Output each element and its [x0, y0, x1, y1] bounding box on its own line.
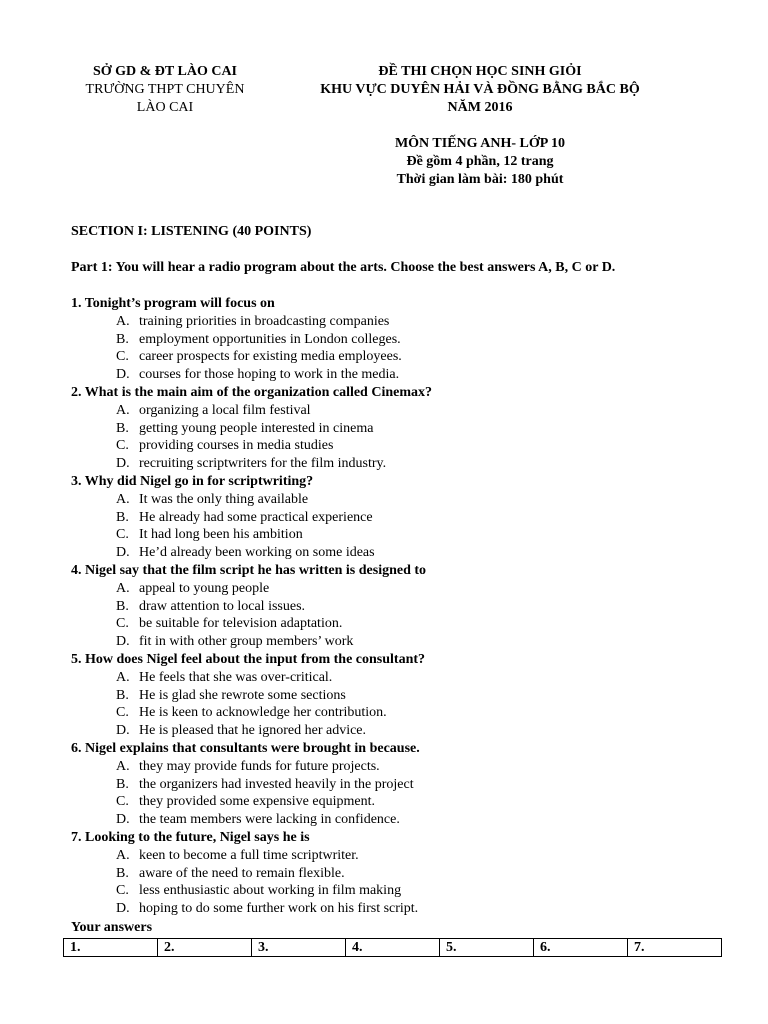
option-text: organizing a local film festival — [139, 402, 311, 418]
option-text: He already had some practical experience — [139, 509, 373, 525]
answer-option — [71, 366, 731, 384]
answer-option — [71, 900, 731, 918]
option-letter: B. — [116, 420, 129, 436]
option-text: be suitable for television adaptation. — [139, 616, 343, 632]
section-title: SECTION I: LISTENING (40 POINTS) — [71, 224, 312, 239]
answer-option — [71, 331, 731, 349]
answer-option — [71, 402, 731, 420]
answer-option — [71, 704, 731, 722]
exam-subheader — [290, 135, 670, 189]
option-letter: A. — [116, 847, 130, 863]
option-letter: B. — [116, 331, 129, 347]
answers-label: Your answers — [71, 920, 153, 935]
answer-option — [71, 847, 731, 865]
exam-time: Thời gian làm bài: 180 phút — [396, 172, 564, 187]
answer-option — [71, 313, 731, 331]
option-letter: C. — [116, 883, 129, 899]
answer-option — [71, 491, 731, 509]
option-letter: D. — [116, 545, 130, 561]
school-header-line-1: SỞ GD & ĐT LÀO CAI — [92, 64, 238, 79]
answer-option — [71, 420, 731, 438]
option-letter: D. — [116, 456, 130, 472]
option-text: they may provide funds for future projects. — [139, 758, 380, 774]
option-letter: A. — [116, 758, 130, 774]
option-text: recruiting scriptwriters for the film industry. — [139, 456, 387, 472]
exam-subject: MÔN TIẾNG ANH- LỚP 10 — [394, 136, 566, 151]
option-letter: C. — [116, 616, 129, 632]
answer-option — [71, 509, 731, 527]
answer-option — [71, 615, 731, 633]
answer-option — [71, 865, 731, 883]
option-letter: B. — [116, 687, 129, 703]
option-letter: B. — [116, 776, 129, 792]
option-letter: C. — [116, 794, 129, 810]
option-text: less enthusiastic about working in film making — [139, 883, 402, 899]
answer-option — [71, 526, 731, 544]
option-text: providing courses in media studies — [139, 438, 334, 454]
question-text: 6. Nigel explains that consultants were brought in because. — [71, 740, 420, 756]
question-list — [71, 295, 731, 918]
option-letter: B. — [116, 509, 129, 525]
question-text: 5. How does Nigel feel about the input from the consultant? — [71, 651, 426, 667]
option-text: employment opportunities in London colleges. — [139, 331, 401, 347]
answer-option — [71, 776, 731, 794]
option-letter: D. — [116, 812, 130, 828]
answer-option — [71, 580, 731, 598]
option-text: they provided some expensive equipment. — [139, 794, 375, 810]
question-text: 3. Why did Nigel go in for scriptwriting? — [71, 473, 314, 489]
part-title: Part 1: You will hear a radio program about the arts. Choose the best answers A, B, C or D. — [71, 260, 616, 275]
question-text: 1. Tonight’s program will focus on — [71, 296, 275, 311]
exam-title: ĐỀ THI CHỌN HỌC SINH GIỎI — [378, 64, 582, 79]
option-text: draw attention to local issues. — [139, 598, 306, 614]
answer-option — [71, 455, 731, 473]
option-text: It had long been his ambition — [139, 527, 303, 543]
school-header-line-3: LÀO CAI — [136, 100, 194, 115]
option-text: the organizers had invested heavily in the project — [139, 776, 414, 792]
answer-cell[interactable]: 3. — [252, 939, 346, 957]
option-letter: D. — [116, 634, 130, 650]
answer-option — [71, 722, 731, 740]
option-text: He is glad she rewrote some sections — [139, 687, 346, 703]
option-text: He’d already been working on some ideas — [139, 545, 375, 561]
school-header — [60, 63, 270, 117]
answer-option — [71, 811, 731, 829]
option-letter: A. — [116, 491, 130, 507]
option-text: He is keen to acknowledge her contribution. — [139, 705, 387, 721]
answer-option — [71, 544, 731, 562]
school-header-line-2: TRƯỜNG THPT CHUYÊN — [85, 82, 245, 97]
option-text: keen to become a full time scriptwriter. — [139, 847, 359, 863]
option-text: He feels that she was over-critical. — [139, 669, 333, 685]
option-letter: A. — [116, 313, 130, 329]
option-letter: B. — [116, 598, 129, 614]
option-letter: D. — [116, 723, 130, 739]
answer-option — [71, 758, 731, 776]
answer-cell[interactable]: 1. — [64, 939, 158, 957]
answer-cell[interactable]: 6. — [534, 939, 628, 957]
answer-table — [63, 938, 722, 957]
option-text: aware of the need to remain flexible. — [139, 865, 345, 881]
option-letter: C. — [116, 349, 129, 365]
option-letter: C. — [116, 438, 129, 454]
option-letter: B. — [116, 865, 129, 881]
answer-option — [71, 598, 731, 616]
option-text: It was the only thing available — [139, 491, 309, 507]
exam-pages: Đề gồm 4 phần, 12 trang — [406, 154, 554, 169]
option-text: the team members were lacking in confidence. — [139, 812, 400, 828]
exam-region: KHU VỰC DUYÊN HẢI VÀ ĐỒNG BẰNG BẮC BỘ — [320, 82, 640, 97]
option-text: fit in with other group members’ work — [139, 634, 354, 650]
question-text: 2. What is the main aim of the organization called Cinemax? — [71, 384, 433, 400]
answer-option — [71, 348, 731, 366]
option-text: getting young people interested in cinema — [139, 420, 374, 436]
answer-cell[interactable]: 4. — [346, 939, 440, 957]
answer-row — [64, 939, 722, 957]
option-letter: D. — [116, 901, 130, 917]
answer-option — [71, 687, 731, 705]
option-text: hoping to do some further work on his first script. — [139, 901, 419, 917]
option-text: courses for those hoping to work in the media. — [139, 367, 400, 383]
option-text: career prospects for existing media employees. — [139, 349, 402, 365]
answer-option — [71, 793, 731, 811]
option-text: appeal to young people — [139, 580, 270, 596]
option-letter: A. — [116, 402, 130, 418]
question-text: 7. Looking to the future, Nigel says he is — [71, 829, 310, 845]
option-letter: A. — [116, 580, 130, 596]
option-text: He is pleased that he ignored her advice. — [139, 723, 367, 739]
answer-cell[interactable]: 2. — [158, 939, 252, 957]
question-text: 4. Nigel say that the film script he has written is designed to — [71, 562, 427, 578]
answer-option — [71, 882, 731, 900]
answer-option — [71, 437, 731, 455]
answer-cell[interactable]: 5. — [440, 939, 534, 957]
answer-option — [71, 633, 731, 651]
option-text: training priorities in broadcasting companies — [139, 313, 390, 329]
answer-option — [71, 669, 731, 687]
option-letter: C. — [116, 527, 129, 543]
exam-year: NĂM 2016 — [447, 100, 513, 115]
answer-cell[interactable]: 7. — [628, 939, 722, 957]
option-letter: A. — [116, 669, 130, 685]
option-letter: C. — [116, 705, 129, 721]
exam-header — [290, 63, 670, 117]
option-letter: D. — [116, 367, 130, 383]
